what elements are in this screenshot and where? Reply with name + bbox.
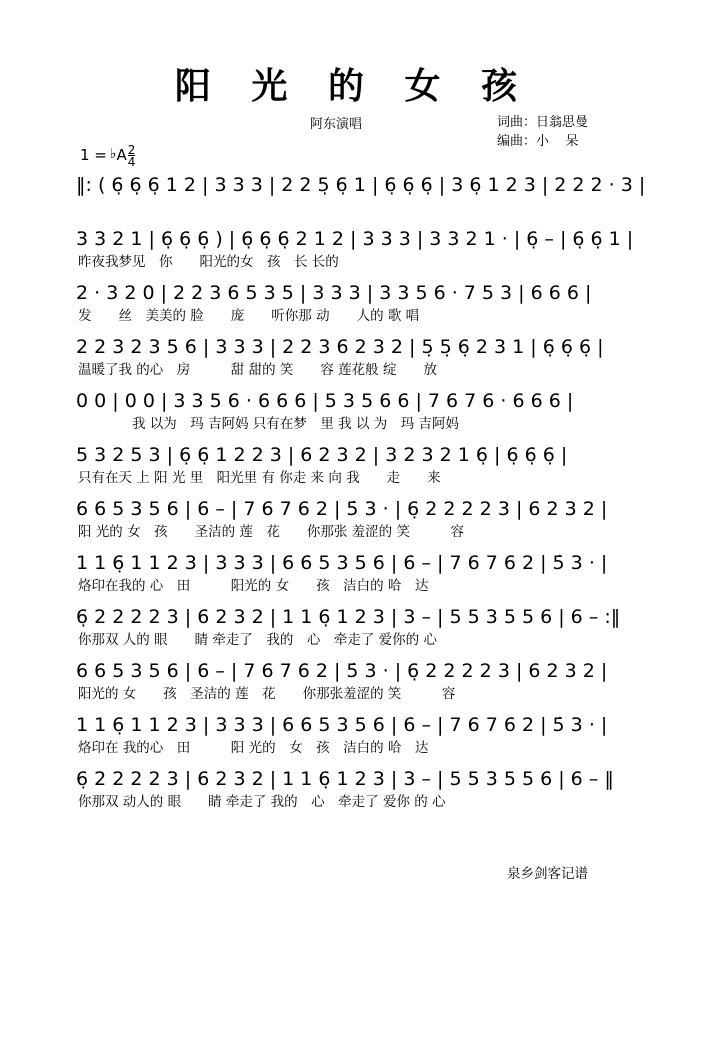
note-row: 2 · 3 2 0 | 2 2 3 6 5 3 5 | 3 3 3 | 3 3 5 6 · 7 5 3 | 6 6 6 | — [76, 282, 592, 304]
music-staff — [76, 166, 646, 814]
page-title: 阳 光 的 女 孩 — [174, 66, 532, 107]
system-line — [76, 652, 636, 706]
system-line — [76, 436, 636, 490]
arranger-credit: 编曲：小 呆 — [496, 134, 579, 149]
lyric-row: 发 丝 美美的 脸 庞 听你那 动 人的 歌 唱 — [78, 308, 420, 324]
lyric-row: 温暖了我 的心 房 甜 甜的 笑 容 莲花般 绽 放 — [78, 362, 437, 378]
key-letter: A — [116, 146, 127, 164]
key-prefix: 1 = — [80, 146, 107, 164]
note-row: 2 2 3 2 3 5 6 | 3 3 3 | 2 2 3 6 2 3 2 | 5̣ 5̣ 6̣ 2 3 1 | 6̣ 6̣ 6̣ | — [76, 336, 604, 358]
lyric-row: 你那双 人的 眼 睛 牵走了 我的 心 牵走了 爱你的 心 — [78, 632, 437, 648]
note-row: 1 1 6̣ 1 1 2 3 | 3 3 3 | 6 6 5 3 5 6 | 6 – | 7 6 7 6 2 | 5̇ 3 · | — [76, 552, 608, 574]
note-row: 1 1 6̣ 1 1 2 3 | 3 3 3 | 6 6 5 3 5 6 | 6 – | 7 6 7 6 2 | 5̇ 3 · | — [76, 714, 608, 736]
time-signature — [127, 143, 136, 170]
lyric-row: 你那双 动人的 眼 睛 牵走了 我的 心 牵走了 爱你 的 心 — [78, 794, 446, 810]
singer-credit: 阿东演唱 — [310, 117, 363, 132]
meter-numerator: 2 — [127, 143, 136, 157]
lyric-row: 烙印在 我的心 田 阳 光的 女 孩 洁白的 哈 达 — [78, 740, 429, 756]
transcriber-credit: 泉乡剑客记谱 — [507, 866, 588, 882]
note-row: 3 3 2 1 | 6̣ 6̣ 6̣ ) | 6̣ 6̣ 6̣ 2 1 2 | 3 3 3 | 3 3 2 1 · | 6̣ – | 6̣ 6̣ 1 | — [76, 228, 634, 250]
system-line — [76, 490, 636, 544]
lyricist-composer-credit: 词曲：日翁思曼 — [496, 115, 588, 130]
lyric-row: 烙印在我的 心 田 阳光的 女 孩 洁白的 哈 达 — [78, 578, 429, 594]
note-row: 0 0 | 0 0 | 3 3 5 6 · 6 6 6 | 5 3 5 6 6 | 7 6 7 6 · 6 6 6 | — [76, 390, 574, 412]
system-line — [76, 382, 636, 436]
note-row: 6̣ 2 2 2 2 3 | 6 2 3 2 | 1 1 6̣ 1 2 3 | 3 – | 5 5 3 5 5 6 | 6 – :‖ — [76, 606, 621, 628]
note-row: 6 6 5 3 5 6 | 6 – | 7 6 7 6 2 | 5̇ 3 · | 6̣ 2 2 2 2 3 | 6 2 3 2 | — [76, 660, 608, 682]
system-line — [76, 328, 636, 382]
flat-symbol: ♭ — [109, 146, 117, 162]
system-line — [76, 220, 636, 274]
note-row: 6̣ 2 2 2 2 3 | 6 2 3 2 | 1 1 6̣ 1 2 3 | 3 – | 5 5 3 5 5 6 | 6 – ‖ — [76, 768, 614, 790]
system-line — [76, 166, 646, 220]
lyric-row: 阳 光的 女 孩 圣洁的 莲 花 你那张 羞涩的 笑 容 — [78, 524, 464, 540]
note-row: ‖: ( 6̣ 6̣ 6̣ 1 2 | 3 3 3 | 2 2 5̣ 6̣ 1 | 6̣ 6̣ 6̣ | 3 6̣ 1 2 3 | 2 2 2 · 3 | — [76, 174, 646, 196]
system-line — [76, 598, 636, 652]
system-line — [76, 760, 636, 814]
system-line — [76, 544, 636, 598]
system-line — [76, 706, 636, 760]
lyric-row — [76, 196, 636, 220]
composer-credits — [497, 113, 588, 151]
note-row: 6 6 5 3 5 6 | 6 – | 7 6 7 6 2 | 5̇ 3 · | 6̣ 2 2 2 2 3 | 6 2 3 2 | — [76, 498, 608, 520]
lyric-row: 我 以为 玛 吉阿妈 只有在梦 里 我 以 为 玛 吉阿妈 — [78, 416, 460, 432]
system-line — [76, 274, 636, 328]
note-row: 5 3 2 5 3 | 6̣ 6̣ 1 2 2 3 | 6 2 3 2 | 3 2 3 2 1 6̣ | 6̣ 6̣ 6̣ | — [76, 444, 568, 466]
lyric-row: 阳光的 女 孩 圣洁的 莲 花 你那张羞涩的 笑 容 — [78, 686, 456, 702]
lyric-row: 昨夜我梦见 你 阳光的女 孩 长 长的 — [78, 254, 339, 270]
lyric-row: 只有在天 上 阳 光 里 阳光里 有 你走 来 向 我 走 来 — [78, 470, 441, 486]
meter-denominator: 4 — [127, 155, 136, 170]
